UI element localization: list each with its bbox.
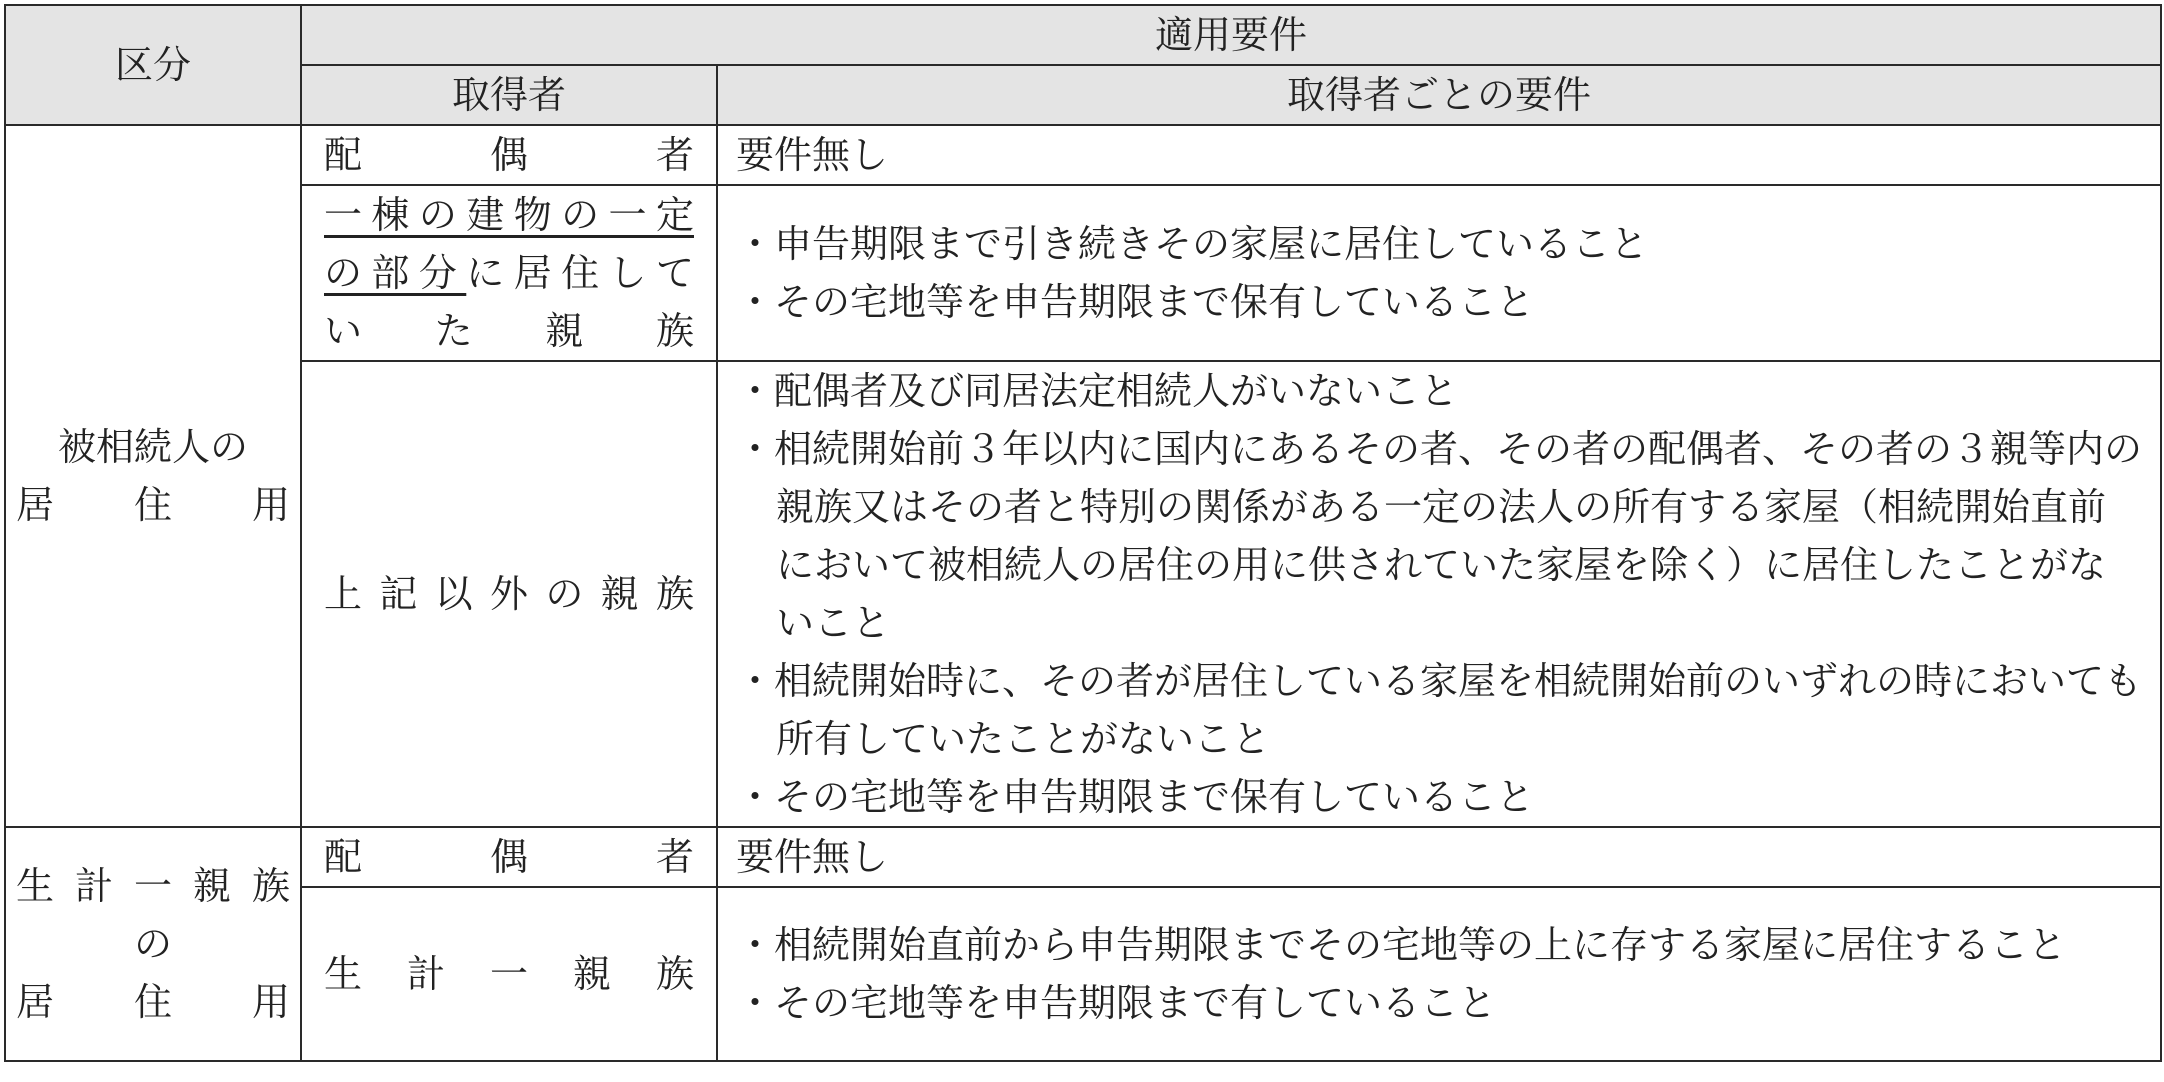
requirements-cell [717,361,2161,827]
table-row [5,125,2161,185]
requirements-cell [717,125,2161,185]
header-acquirer: 取得者 [301,65,717,125]
category-line: の [133,922,172,966]
acquirer-cell: 配偶者 [301,125,717,185]
table-row [5,887,2161,1061]
requirement-item: ・その宅地等を申告期限まで保有していること [736,775,1535,819]
header-requirements: 適用要件 [301,5,2161,65]
requirement-item: ・その宅地等を申告期限まで保有していること [736,280,1535,324]
category-cell [5,827,301,1061]
acquirer-cell [301,185,717,361]
requirement-item: ・相続開始前３年以内に国内にあるその者、その者の配偶者、その者の３親等内の親族又はその者と特別の関係がある一定の法人の所有する家屋（相続開始直前において被相続人の居住の用に供されていた家屋を除く）に居住したことがないこと [736,427,2143,645]
requirement-item: 要件無し [736,835,889,879]
category-line: 被相続人の [57,425,248,469]
table-row [5,827,2161,887]
category-line: 生計一親族 [16,864,290,908]
requirements-cell [717,185,2161,361]
acquirer-cell: 上記以外の親族 [301,361,717,827]
requirement-item: 要件無し [736,133,889,177]
header-acquirer-requirements: 取得者ごとの要件 [717,65,2161,125]
requirements-cell [717,827,2161,887]
acquirer-line: いた親族 [324,309,694,353]
requirements-cell [717,887,2161,1061]
acquirer-line: の部分に居住して [324,251,694,295]
requirement-item: ・配偶者及び同居法定相続人がいないこと [736,369,1459,413]
requirements-table [4,4,2162,1062]
category-line: 居 住 用 [16,980,290,1024]
acquirer-cell: 生計一親族 [301,887,717,1061]
header-row-2 [5,65,2161,125]
requirement-item: ・相続開始直前から申告期限までその宅地等の上に存する家屋に居住すること [736,923,2067,967]
table-row [5,185,2161,361]
header-row-1 [5,5,2161,65]
table-row [5,361,2161,827]
requirements-table-container [4,4,2160,1068]
requirement-item: ・申告期限まで引き続きその家屋に居住していること [736,222,1649,266]
category-cell [5,125,301,827]
category-line: 居 住 用 [16,483,290,527]
acquirer-line: 一棟の建物の一定 [324,193,694,237]
requirement-item: ・その宅地等を申告期限まで有していること [736,981,1497,1025]
requirement-item: ・相続開始時に、その者が居住している家屋を相続開始前のいずれの時においても所有していたことがないこと [736,659,2143,761]
header-category: 区分 [5,5,301,125]
acquirer-cell: 配偶者 [301,827,717,887]
